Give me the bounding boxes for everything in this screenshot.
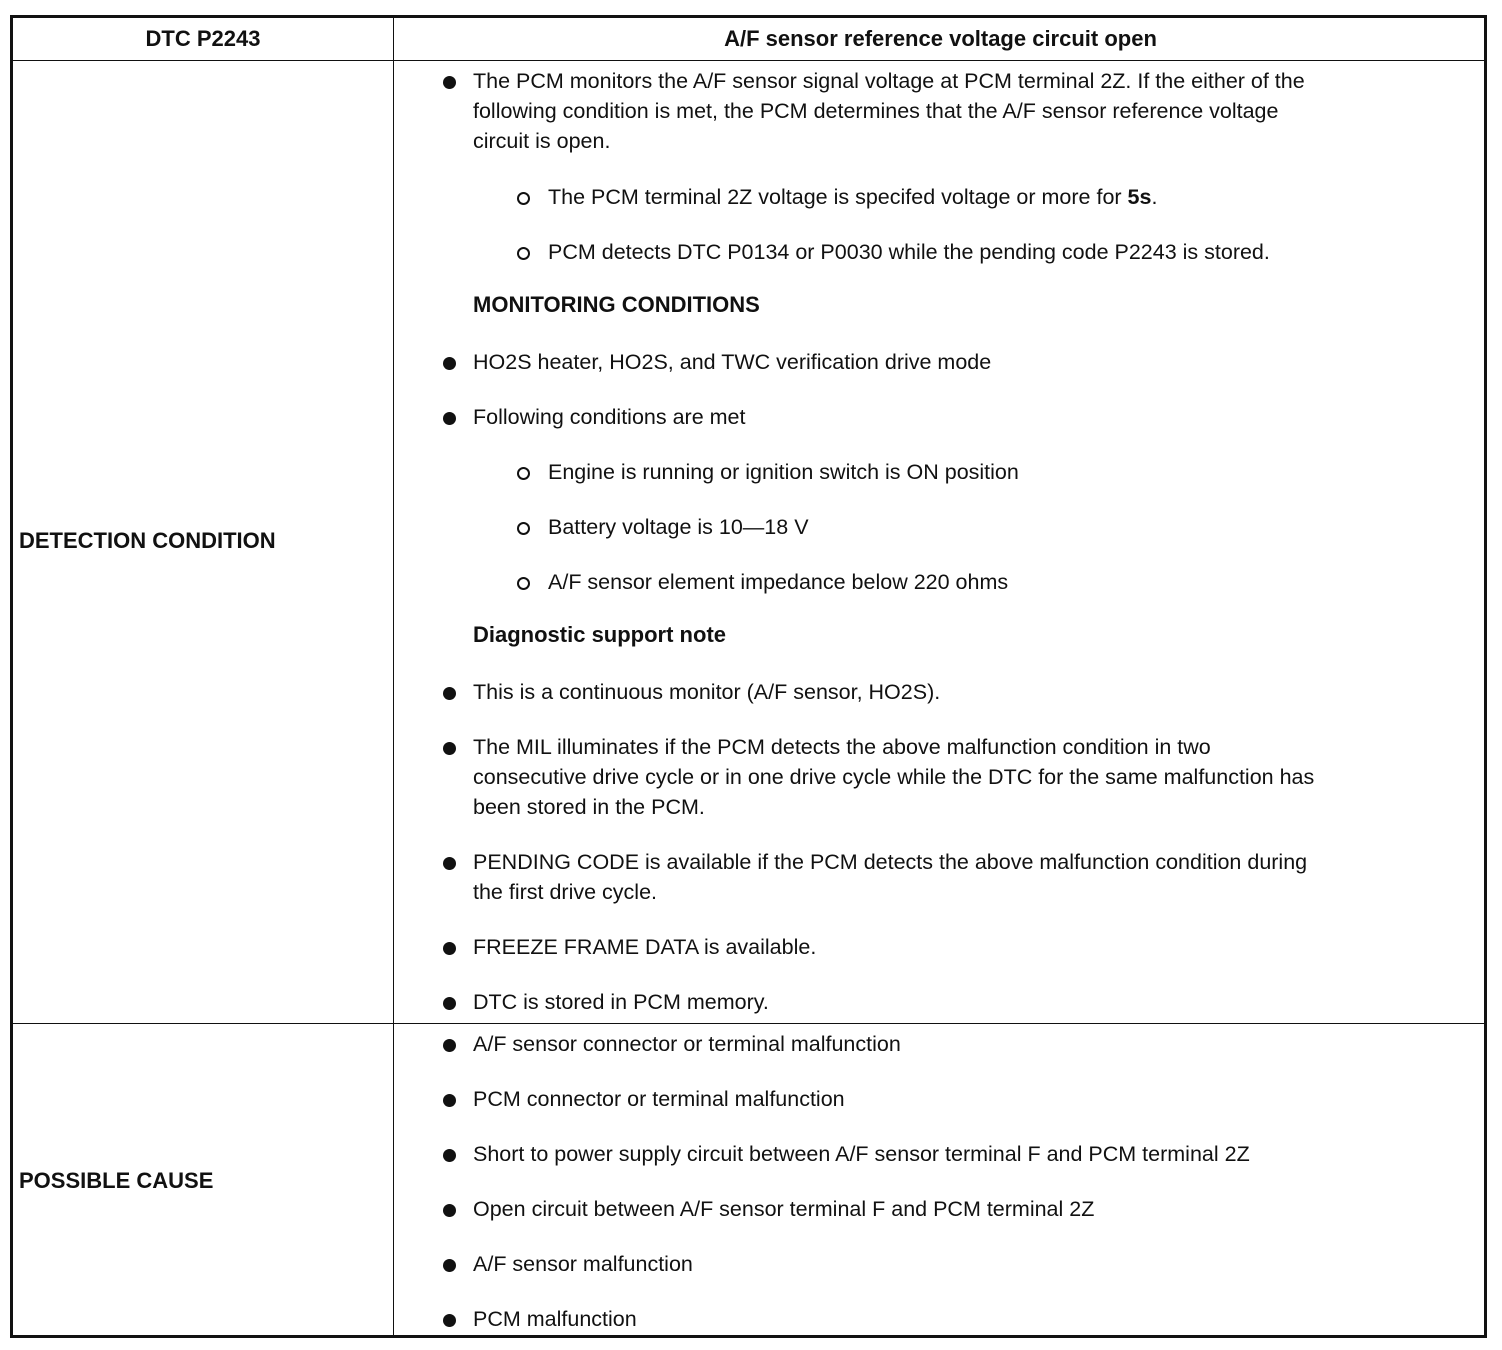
bullet-dot-icon [443, 1204, 456, 1217]
diagnostic-support-heading: Diagnostic support note [473, 622, 726, 647]
bullet-dot-icon [443, 1314, 456, 1327]
bullet-dot-icon [443, 1094, 456, 1107]
bullet-dot-icon [443, 997, 456, 1010]
bullet-dot-icon [443, 357, 456, 370]
monitoring-conditions-heading: MONITORING CONDITIONS [473, 292, 760, 317]
bullet-dot-icon [443, 942, 456, 955]
bullet-dot-icon [443, 76, 456, 89]
dtc-code-header: DTC P2243 [145, 26, 261, 51]
bullet-circle-icon [517, 247, 530, 260]
detection-condition-label: DETECTION CONDITION [19, 528, 276, 553]
bullet-dot-icon [443, 857, 456, 870]
bullet-circle-icon [517, 577, 530, 590]
bullet-dot-icon [443, 687, 456, 700]
bullet-dot-icon [443, 412, 456, 425]
bullet-dot-icon [443, 1039, 456, 1052]
header-divider [13, 60, 1484, 61]
column-divider [393, 18, 394, 1335]
bullet-circle-icon [517, 467, 530, 480]
row-divider [13, 1023, 1484, 1024]
bullet-dot-icon [443, 1149, 456, 1162]
bullet-circle-icon [517, 522, 530, 535]
possible-cause-label: POSSIBLE CAUSE [19, 1168, 214, 1193]
bullet-dot-icon [443, 1259, 456, 1272]
bullet-dot-icon [443, 742, 456, 755]
dtc-table: DTC P2243 A/F sensor reference voltage circuit open DETECTION CONDITION POSSIBLE CAUSE The PCM monitors the A/F sensor signal voltage at PCM terminal 2Z. If the either of the following condition is met, the PCM determines that the A/F sensor reference voltage circuit is open. The PCM terminal 2Z voltage is specifed voltage or more for 5s. PCM detects DTC P0134 or P0030 while the pending code P2243 is stored. MONITORING CONDITIONS HO2S heater, HO2S, and TWC verification drive mode Following conditions are met Engine is running or ignition switch is ON position Battery voltage is 10—18 V A/F sensor element impedance below 220 ohms Diagnostic support note This is a continuous monitor (A/F sensor, HO2S). The MIL illuminates if the PCM detects the above malfunction condition in two consecutive drive cycle or in one drive cycle while the DTC for the same malfunction has been stored in the PCM. PENDING CODE is available if the PCM detects the above malfunction condition during the first drive cycle. FREEZE FRAME DATA is available. DTC is stored in PCM memory. A/F sensor connector or terminal malfunction PCM connector or terminal malfunction Short to power supply circuit between A/F sensor terminal F and PCM terminal 2Z Open circuit between A/F sensor terminal F and PCM terminal 2Z A/F sensor malfunction PCM malfunction [10, 15, 1487, 1338]
dtc-title-header: A/F sensor reference voltage circuit open [724, 26, 1157, 51]
bullet-circle-icon [517, 192, 530, 205]
